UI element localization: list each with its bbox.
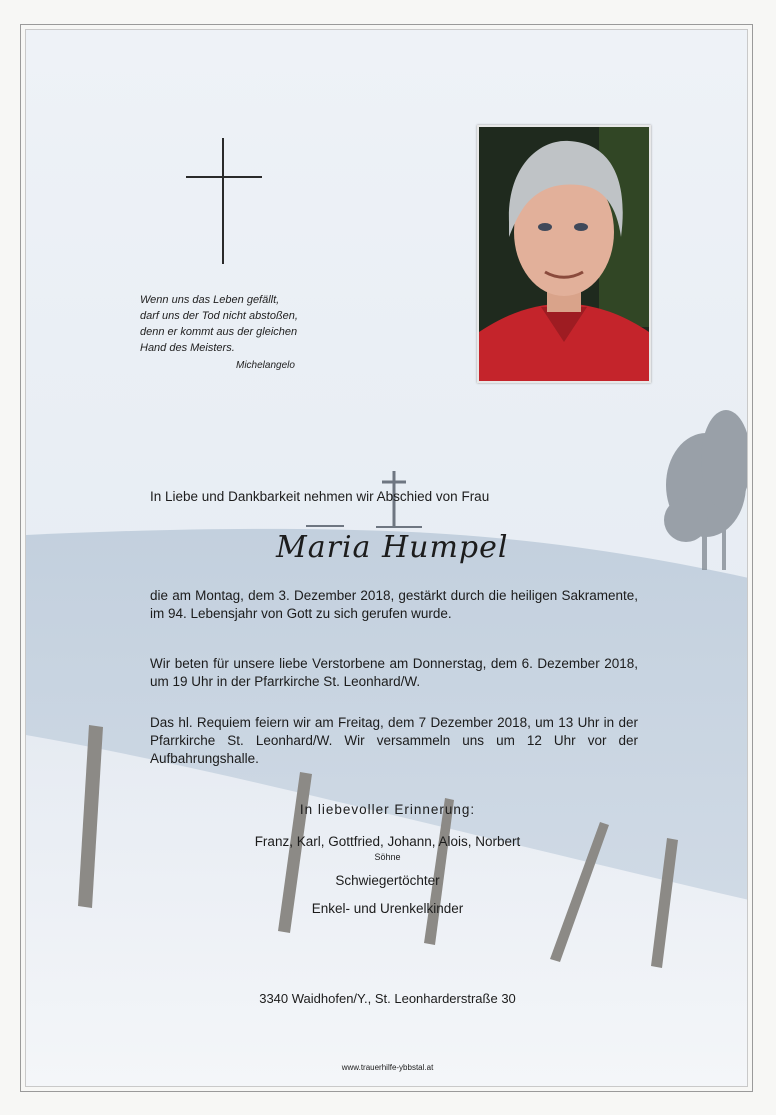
requiem-paragraph: Das hl. Requiem feiern wir am Freitag, dem 7 Dezember 2018, um 13 Uhr in der Pfarrkirche St. Leonhard/W. Wir versammeln uns um 12 Uhr vor der Aufbahrungshalle. <box>150 715 638 766</box>
website-link[interactable]: www.trauerhilfe-ybbstal.at <box>341 1063 434 1072</box>
quote-line: denn er kommt aus der gleichen <box>140 326 298 338</box>
quote-line: Wenn uns das Leben gefällt, <box>140 294 280 306</box>
address: 3340 Waidhofen/Y., St. Leonharderstraße 30 <box>259 991 516 1006</box>
cross-icon <box>186 138 262 264</box>
quote-line: darf uns der Tod nicht abstoßen, <box>140 310 298 322</box>
sons-label: Söhne <box>374 852 401 862</box>
memory-heading: In liebevoller Erinnerung: <box>299 802 476 817</box>
deceased-name: Maria Humpel <box>276 530 509 565</box>
portrait-photo <box>477 125 651 383</box>
death-notice-paragraph: die am Montag, dem 3. Dezember 2018, gestärkt durch die heiligen Sakramente, im 94. Lebensjahr von Gott zu sich gerufen wurde. <box>150 588 638 621</box>
sons-names: Franz, Karl, Gottfried, Johann, Alois, Norbert <box>254 834 521 849</box>
quote-author: Michelangelo <box>236 360 295 371</box>
card-background <box>25 29 748 1087</box>
intro-text: In Liebe und Dankbarkeit nehmen wir Abschied von Frau <box>150 489 490 504</box>
prayer-paragraph: Wir beten für unsere liebe Verstorbene am Donnerstag, dem 6. Dezember 2018, um 19 Uhr in der Pfarrkirche St. Leonhard/W. <box>150 656 638 689</box>
quote-line: Hand des Meisters. <box>140 342 235 354</box>
quote-block <box>140 292 360 356</box>
grandchildren: Enkel- und Urenkelkinder <box>311 901 464 916</box>
daughters-in-law: Schwiegertöchter <box>335 873 440 888</box>
